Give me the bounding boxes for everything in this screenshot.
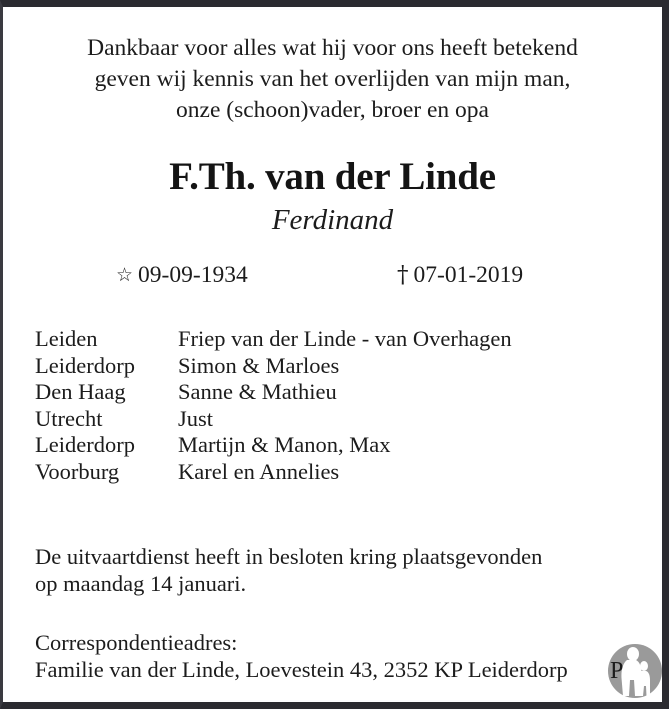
list-item (35, 459, 635, 486)
family-names: Simon & Marloes (178, 352, 340, 378)
publisher-logo-letter: P (610, 658, 624, 684)
intro-text (3, 33, 662, 126)
publisher-logo-icon (608, 640, 662, 702)
dagger-icon: † (397, 262, 409, 288)
star-outline-icon: ☆ (116, 264, 134, 286)
intro-line-3: onze (schoon)vader, broer en opa (176, 97, 489, 123)
correspondence-address: Familie van der Linde, Loevestein 43, 2352 KP Leiderdorp (35, 657, 568, 682)
list-item (35, 406, 635, 433)
list-item (35, 432, 635, 459)
family-names: Martijn & Manon, Max (178, 432, 391, 458)
family-place: Den Haag (35, 379, 126, 405)
deceased-name: F.Th. van der Linde (169, 155, 496, 198)
list-item (35, 326, 635, 353)
deceased-nickname: Ferdinand (271, 204, 394, 236)
notice-body (3, 7, 662, 702)
family-names: Sanne & Mathieu (178, 379, 337, 405)
correspondence-label: Correspondentieadres: (35, 630, 238, 655)
intro-line-1: Dankbaar voor alles wat hij voor ons heeft betekend (87, 35, 578, 61)
service-text (35, 543, 639, 597)
family-names: Karel en Annelies (178, 458, 340, 484)
correspondence-block (35, 629, 651, 683)
death-date: 07-01-2019 (413, 262, 524, 288)
family-place: Utrecht (35, 405, 103, 431)
family-place: Voorburg (35, 458, 120, 484)
family-names: Just (178, 405, 214, 431)
list-item (35, 353, 635, 380)
service-line-2: op maandag 14 januari. (35, 571, 247, 596)
life-dates (3, 262, 662, 292)
birth-date: 09-09-1934 (138, 262, 248, 288)
publisher-logo (608, 640, 662, 702)
birth-date-group (116, 262, 248, 289)
list-item (35, 379, 635, 406)
death-date-group (397, 262, 523, 289)
family-names: Friep van der Linde - van Overhagen (178, 326, 512, 351)
service-line-1: De uitvaartdienst heeft in besloten kring plaatsgevonden (35, 544, 543, 569)
family-place: Leiderdorp (35, 432, 135, 458)
family-list (35, 326, 635, 486)
family-place: Leiden (35, 326, 98, 351)
family-place: Leiderdorp (35, 352, 135, 378)
intro-line-2: geven wij kennis van het overlijden van mijn man, (94, 66, 571, 92)
